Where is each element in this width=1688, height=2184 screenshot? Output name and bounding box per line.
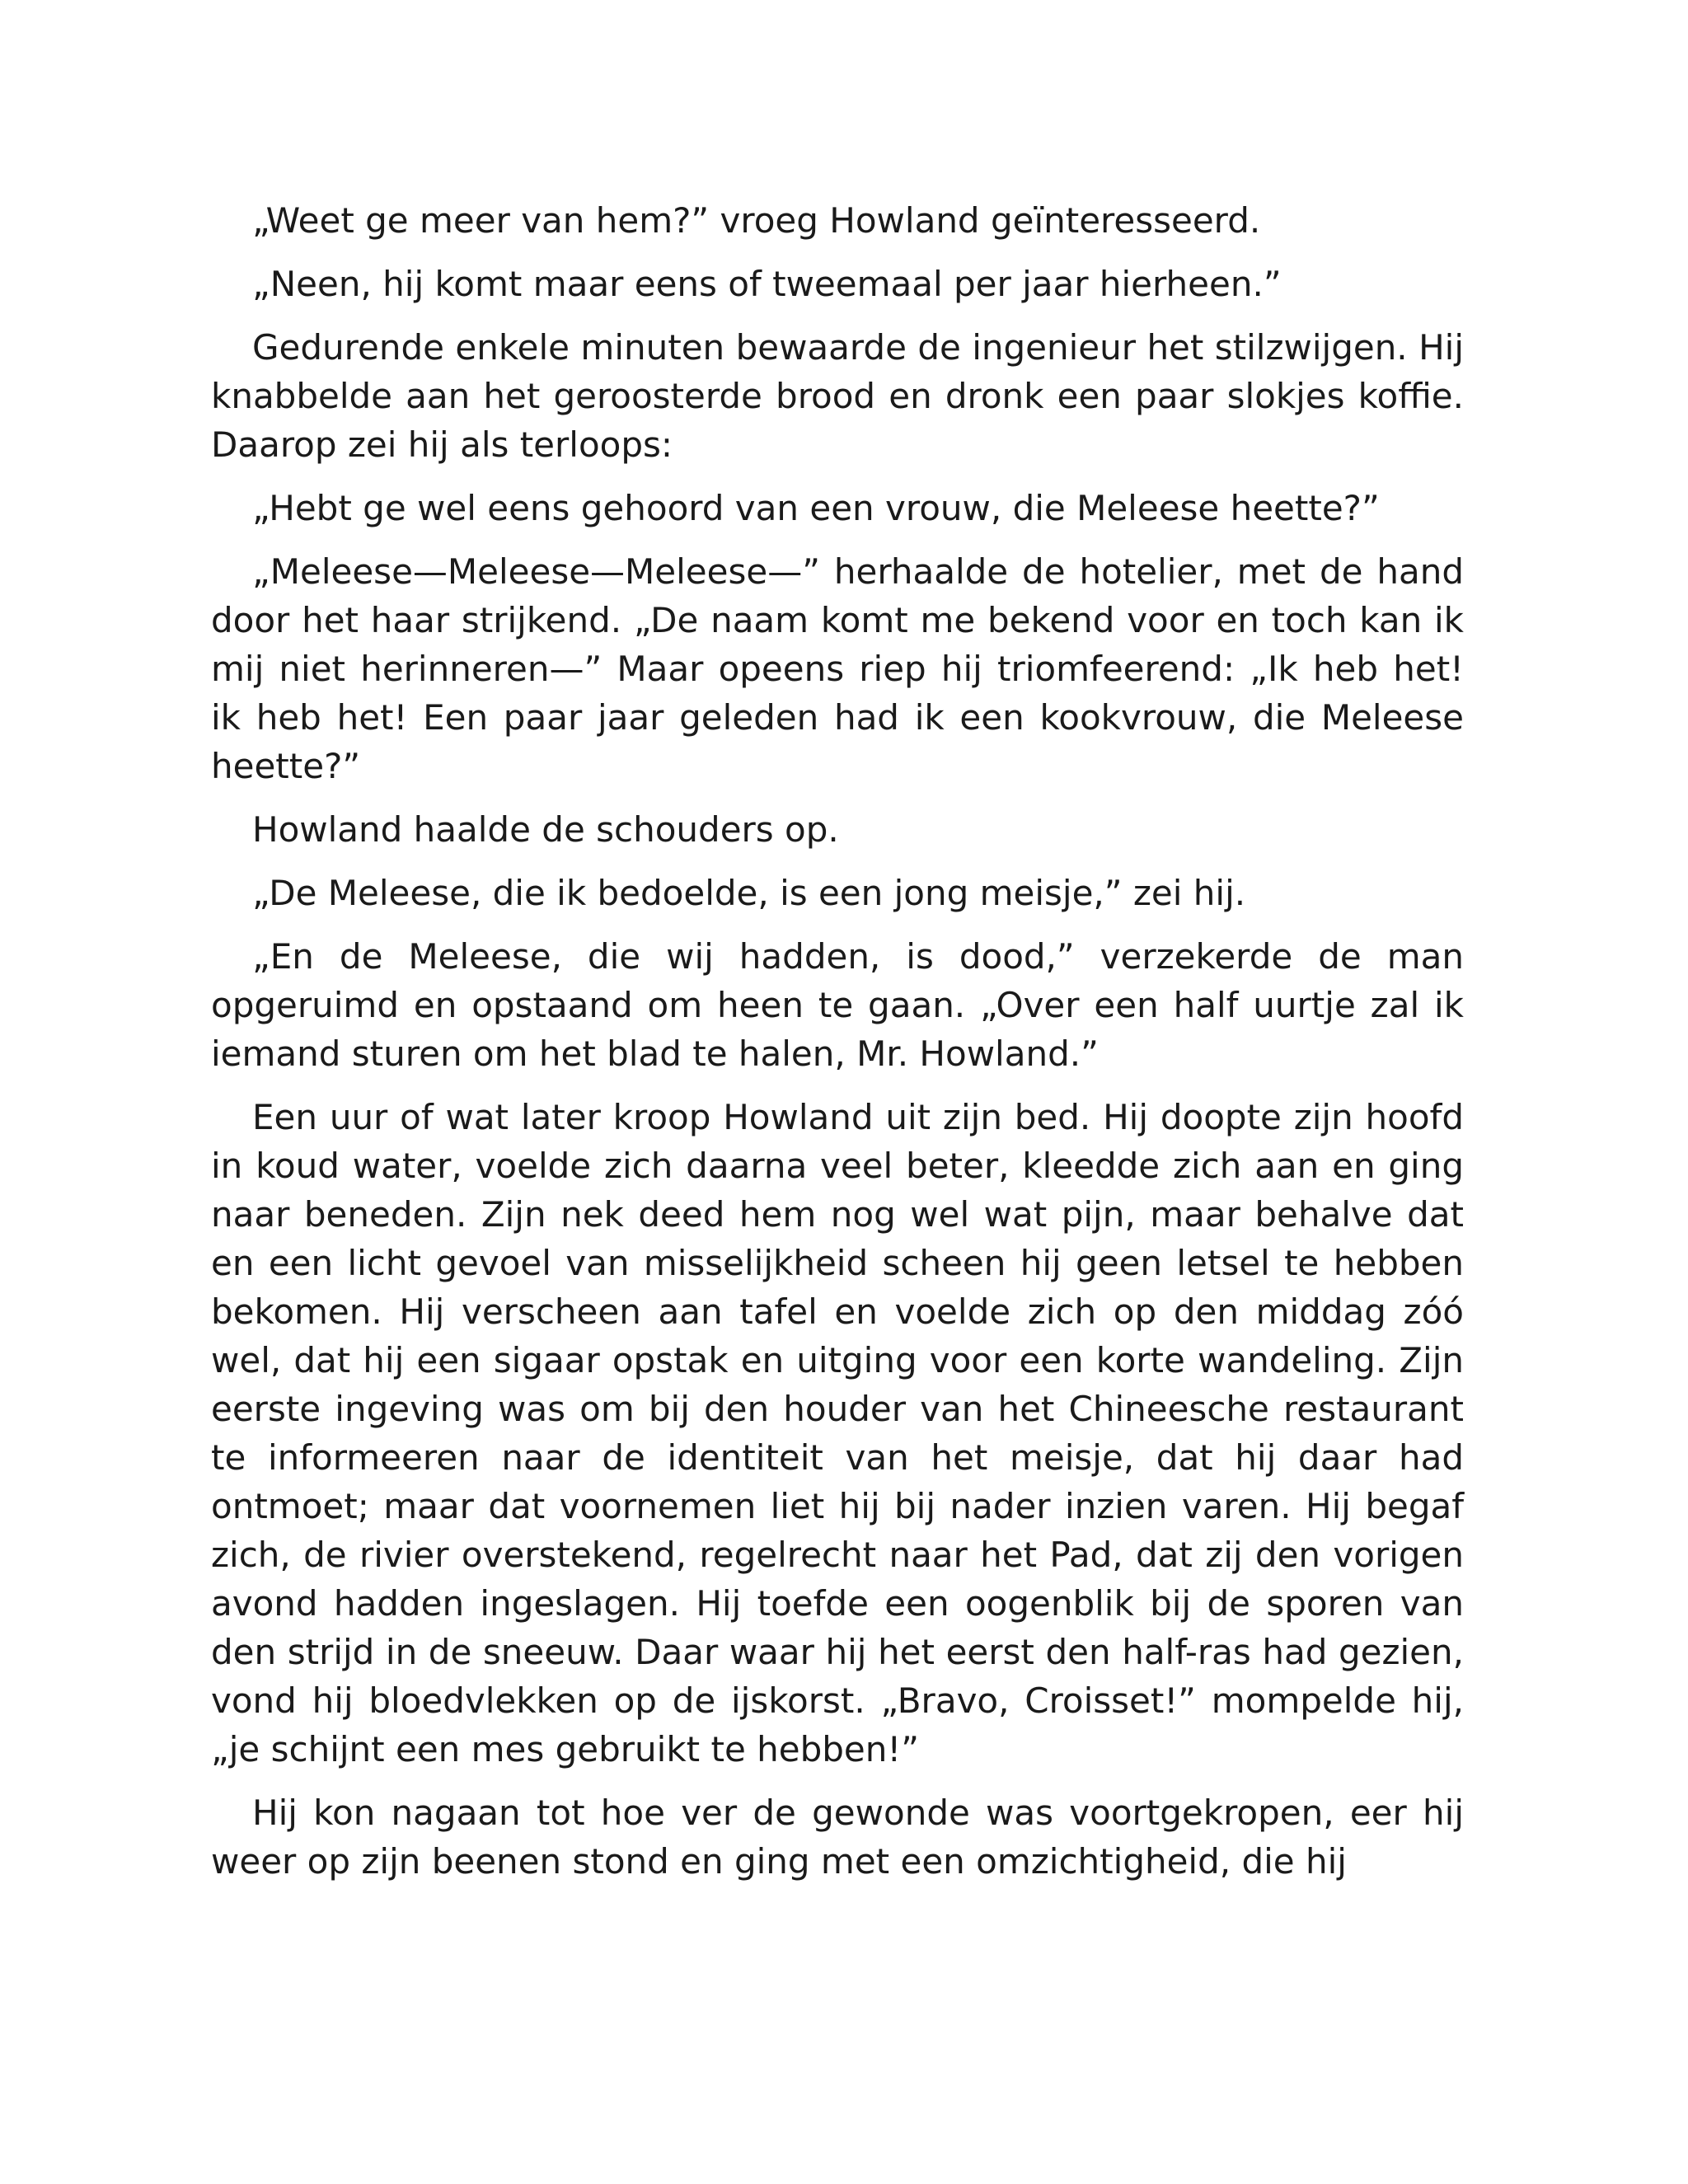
paragraph: „Hebt ge wel eens gehoord van een vrouw, die Meleese heette?” bbox=[252, 488, 1380, 528]
paragraph: „De Meleese, die ik bedoelde, is een jong meisje,” zei hij. bbox=[252, 873, 1246, 913]
paragraph: „En de Meleese, die wij hadden, is dood,” verzekerde de man opgeruimd en opstaand om heen te gaan. „Over een half uurtje zal ik iemand sturen om het blad te halen, Mr. Howland.” bbox=[211, 936, 1464, 1074]
page-text bbox=[211, 196, 1464, 1886]
paragraph: „Meleese—Meleese—Meleese—” herhaalde de hotelier, met de hand door het haar strijkend. „De naam komt me bekend voor en toch kan ik mij niet herinneren—” Maar opeens riep hij triomfeerend: „Ik heb het! ik heb het! Een paar jaar geleden had ik een kookvrouw, die Meleese heette?” bbox=[211, 551, 1464, 786]
paragraph: „Neen, hij komt maar eens of tweemaal per jaar hierheen.” bbox=[252, 264, 1282, 304]
paragraph: Hij kon nagaan tot hoe ver de gewonde was voortgekropen, eer hij weer op zijn beenen stond en ging met een omzichtigheid, die hij bbox=[211, 1793, 1464, 1882]
paragraph: Gedurende enkele minuten bewaarde de ingenieur het stilzwijgen. Hij knabbelde aan het geroosterde brood en dronk een paar slokjes koffie. Daarop zei hij als terloops: bbox=[211, 327, 1464, 465]
paragraph: Howland haalde de schouders op. bbox=[252, 809, 839, 850]
paragraph: „Weet ge meer van hem?” vroeg Howland geïnteresseerd. bbox=[252, 200, 1261, 241]
paragraph: Een uur of wat later kroop Howland uit zijn bed. Hij doopte zijn hoofd in koud water, voelde zich daarna veel beter, kleedde zich aan en ging naar beneden. Zijn nek deed hem nog wel wat pijn, maar behalve dat en een licht gevoel van misselijkheid scheen hij geen letsel te hebben bekomen. Hij verscheen aan tafel en voelde zich op den middag zóó wel, dat hij een sigaar opstak en uitging voor een korte wandeling. Zijn eerste ingeving was om bij den houder van het Chineesche restaurant te informeeren naar de identiteit van het meisje, dat hij daar had ontmoet; maar dat voornemen liet hij bij nader inzien varen. Hij begaf zich, de rivier overstekend, regelrecht naar het Pad, dat zij den vorigen avond hadden ingeslagen. Hij toefde een oogenblik bij de sporen van den strijd in de sneeuw. Daar waar hij het eerst den half-ras had gezien, vond hij bloedvlekken op de ijskorst. „Bravo, Croisset!” mompelde hij, „je schijnt een mes gebruikt te hebben!” bbox=[211, 1097, 1464, 1769]
